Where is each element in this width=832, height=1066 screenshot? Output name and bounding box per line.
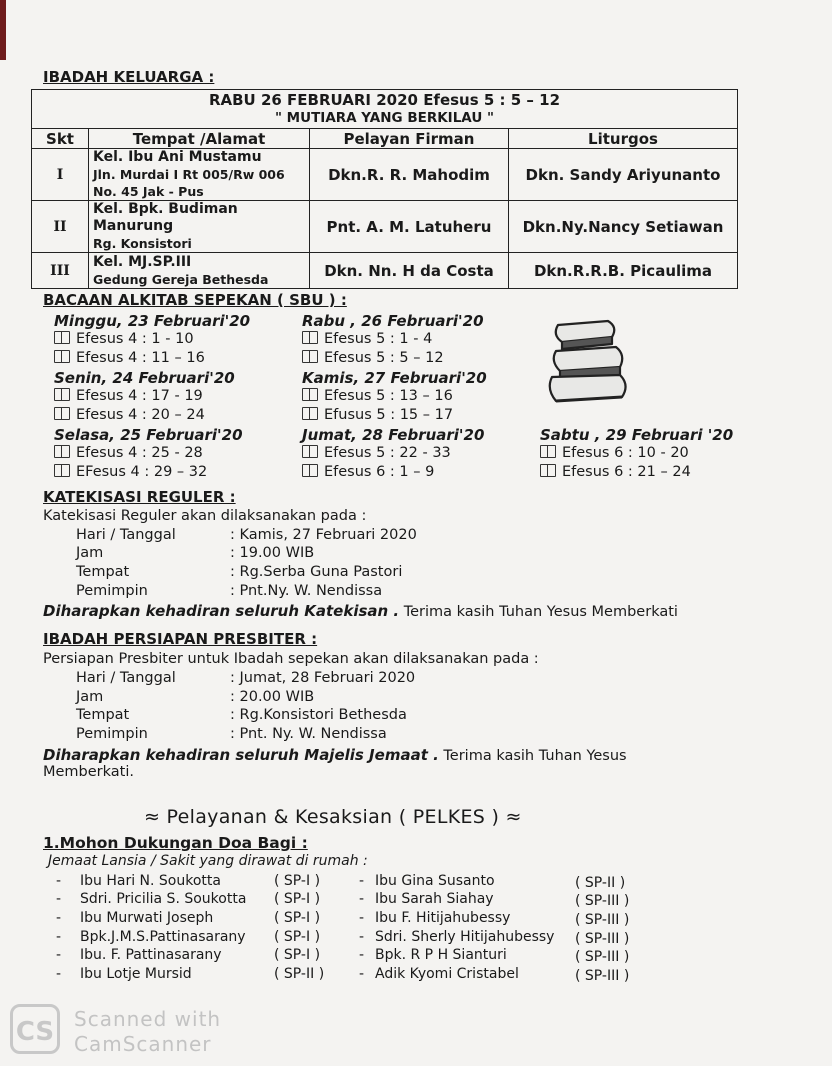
pelayan-cell: Dkn. Nn. H da Costa [310,253,509,289]
liturgos-cell: Dkn. Sandy Ariyunanto [509,149,738,201]
person-name: Ibu Murwati Joseph [80,910,214,926]
sektor-label: ( SP-I ) [274,891,321,907]
person-name: Sdri. Sherly Hitijahubessy [375,929,555,945]
katekisasi-closing: Diharapkan kehadiran seluruh Katekisan . Terima kasih Tuhan Yesus Memberkati [43,602,678,620]
liturgos-cell: Dkn.R.R.B. Picaulima [509,253,738,289]
person-name: Ibu Sarah Siahay [375,891,494,907]
watermark-line2: CamScanner [74,1032,212,1056]
field-value: : 19.00 WIB [230,545,315,561]
sbu-reading: Efesus 5 : 5 – 12 [302,350,444,366]
sbu-day: Minggu, 23 Februari'20 [54,312,251,330]
place-line: Rg. Konsistori [93,236,192,251]
sektor-label: ( SP-II ) [575,875,626,891]
column-header-pelayan: Pelayan Firman [310,129,509,149]
person-name: Adik Kyomi Cristabel [375,966,519,982]
field-value: : Jumat, 28 Februari 2020 [230,670,416,686]
list-item: - [56,891,62,907]
sektor-label: ( SP-II ) [274,966,325,982]
column-header-skt: Skt [32,129,89,149]
book-stack-icon [546,315,632,407]
place-line: Kel. MJ.SP.III [93,253,192,270]
sbu-day: Kamis, 27 Februari'20 [302,369,487,387]
field-label: Hari / Tanggal [76,670,176,686]
table-row [32,149,738,201]
person-name: Bpk.J.M.S.Pattinasarany [80,929,246,945]
open-book-icon [302,464,318,477]
katekisasi-heading: KATEKISASI REGULER : [43,488,236,506]
open-book-icon [54,445,70,458]
sbu-reading: Efusus 5 : 15 – 17 [302,407,453,423]
sektor-label: ( SP-III ) [575,949,630,965]
sbu-reading: Efesus 4 : 20 – 24 [54,407,205,423]
place-line: Jln. Murdai I Rt 005/Rw 006 [93,167,285,182]
field-value: : Rg.Serba Guna Pastori [230,564,403,580]
table-row [32,253,738,289]
presbiter-closing: Diharapkan kehadiran seluruh Majelis Jemaat . Terima kasih Tuhan Yesus [43,746,627,764]
katekisasi-intro: Katekisasi Reguler akan dilaksanakan pada : [43,508,367,524]
list-item: - [359,891,365,907]
place-cell [89,201,310,253]
sbu-heading: BACAAN ALKITAB SEPEKAN ( SBU ) : [43,291,347,309]
skt-cell: I [32,149,89,201]
pelayan-cell: Pnt. A. M. Latuheru [310,201,509,253]
open-book-icon [302,331,318,344]
place-line: Kel. Ibu Ani Mustamu [93,149,262,165]
ibadah-keluarga-heading: IBADAH KELUARGA : [43,68,215,86]
sbu-day: Selasa, 25 Februari'20 [54,426,243,444]
sektor-label: ( SP-III ) [575,893,630,909]
sektor-label: ( SP-I ) [274,929,321,945]
sbu-reading: Efesus 5 : 22 - 33 [302,445,451,461]
table-header-cell [32,90,738,129]
pelayan-cell: Dkn.R. R. Mahodim [310,149,509,201]
open-book-icon [54,407,70,420]
place-line: No. 45 Jak - Pus [93,184,204,199]
sbu-reading: Efesus 5 : 13 – 16 [302,388,453,404]
person-name: Ibu. F. Pattinasarany [80,947,222,963]
sektor-label: ( SP-III ) [575,931,630,947]
person-name: Ibu F. Hitijahubessy [375,910,511,926]
open-book-icon [54,331,70,344]
ibadah-keluarga-table [31,89,738,289]
column-header-tempat: Tempat /Alamat [89,129,310,149]
field-value: : Rg.Konsistori Bethesda [230,707,407,723]
sektor-label: ( SP-III ) [575,968,630,984]
skt-cell: II [32,201,89,253]
sbu-reading: Efesus 6 : 21 – 24 [540,464,691,480]
list-item: - [359,873,365,889]
sbu-reading: Efesus 6 : 10 - 20 [540,445,689,461]
sbu-day: Sabtu , 29 Februari '20 [540,426,734,444]
list-item: - [56,966,62,982]
person-name: Ibu Hari N. Soukotta [80,873,221,889]
field-label: Pemimpin [76,726,148,742]
camscanner-logo: CS [10,1004,60,1054]
open-book-icon [540,464,556,477]
sbu-reading: Efesus 4 : 11 – 16 [54,350,205,366]
open-book-icon [302,407,318,420]
watermark-line1: Scanned with [74,1007,222,1031]
sbu-day: Senin, 24 Februari'20 [54,369,235,387]
doa-heading: 1.Mohon Dukungan Doa Bagi : [43,834,308,852]
list-item: - [56,947,62,963]
skt-cell: III [32,253,89,289]
field-value: : 20.00 WIB [230,689,315,705]
liturgos-cell: Dkn.Ny.Nancy Setiawan [509,201,738,253]
open-book-icon [54,350,70,363]
column-header-liturgos: Liturgos [509,129,738,149]
list-item: - [56,929,62,945]
date-line: RABU 26 FEBRUARI 2020 Efesus 5 : 5 – 12 [208,91,561,109]
table-row [32,201,738,253]
list-item: - [359,966,365,982]
list-item: - [359,947,365,963]
open-book-icon [302,445,318,458]
open-book-icon [54,464,70,477]
list-item: - [56,873,62,889]
place-line: Gedung Gereja Bethesda [93,271,269,287]
open-book-icon [540,445,556,458]
sbu-reading: Efesus 4 : 17 - 19 [54,388,203,404]
list-item: - [359,910,365,926]
presbiter-closing-line2: Memberkati. [43,764,134,780]
list-item: - [56,910,62,926]
open-book-icon [54,388,70,401]
place-cell [89,253,310,289]
field-label: Tempat [76,707,130,723]
sbu-reading: Efesus 4 : 25 - 28 [54,445,203,461]
sbu-reading: EFesus 4 : 29 – 32 [54,464,207,480]
field-label: Pemimpin [76,583,148,599]
sbu-day: Jumat, 28 Februari'20 [302,426,485,444]
place-line: Kel. Bpk. Budiman Manurung [93,201,238,234]
field-value: : Kamis, 27 Februari 2020 [230,527,417,543]
field-label: Tempat [76,564,130,580]
open-book-icon [302,350,318,363]
presbiter-heading: IBADAH PERSIAPAN PRESBITER : [43,630,318,648]
field-value: : Pnt.Ny. W. Nendissa [230,583,383,599]
field-label: Jam [76,545,104,561]
open-book-icon [302,388,318,401]
person-name: Bpk. R P H Sianturi [375,947,507,963]
field-label: Hari / Tanggal [76,527,176,543]
sektor-label: ( SP-I ) [274,910,321,926]
sektor-label: ( SP-I ) [274,947,321,963]
place-cell [89,149,310,201]
person-name: Ibu Lotje Mursid [80,966,192,982]
sbu-reading: Efesus 4 : 1 - 10 [54,331,194,347]
sbu-reading: Efesus 6 : 1 – 9 [302,464,434,480]
list-item: - [359,929,365,945]
doa-intro: Jemaat Lansia / Sakit yang dirawat di rumah : [48,853,368,869]
person-name: Ibu Gina Susanto [375,873,495,889]
theme-line: " MUTIARA YANG BERKILAU " [274,110,495,126]
sektor-label: ( SP-III ) [575,912,630,928]
sbu-day: Rabu , 26 Februari'20 [302,312,484,330]
sbu-reading: Efesus 5 : 1 - 4 [302,331,432,347]
sektor-label: ( SP-I ) [274,873,321,889]
pelkes-title: ≈ Pelayanan & Kesaksian ( PELKES ) ≈ [144,806,522,828]
presbiter-intro: Persiapan Presbiter untuk Ibadah sepekan akan dilaksanakan pada : [43,651,539,667]
field-label: Jam [76,689,104,705]
field-value: : Pnt. Ny. W. Nendissa [230,726,387,742]
person-name: Sdri. Pricilia S. Soukotta [80,891,247,907]
